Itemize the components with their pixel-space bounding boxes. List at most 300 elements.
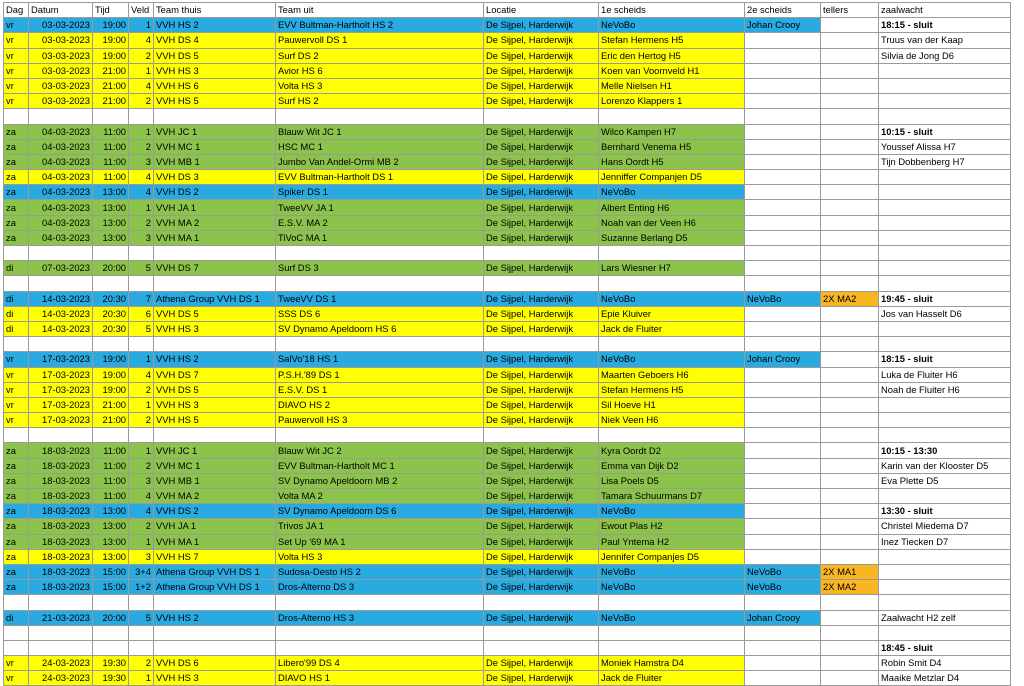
cell-datum[interactable]: 18-03-2023 — [29, 519, 93, 534]
cell-locatie[interactable]: De Sijpel, Harderwijk — [484, 78, 599, 93]
cell-veld[interactable]: 2 — [129, 94, 154, 109]
cell-datum[interactable]: 17-03-2023 — [29, 352, 93, 367]
cell-veld[interactable]: 1 — [129, 63, 154, 78]
cell-scheids-1[interactable] — [599, 595, 745, 610]
cell-dag[interactable]: za — [4, 519, 29, 534]
cell-tijd[interactable]: 20:00 — [93, 261, 129, 276]
cell-datum[interactable]: 14-03-2023 — [29, 321, 93, 336]
header-dag[interactable]: Dag — [4, 3, 29, 18]
cell-datum[interactable]: 04-03-2023 — [29, 124, 93, 139]
cell-dag[interactable]: vr — [4, 397, 29, 412]
cell-tijd[interactable]: 13:00 — [93, 215, 129, 230]
cell-datum[interactable] — [29, 428, 93, 443]
cell-tellers[interactable] — [821, 352, 879, 367]
cell-team-thuis[interactable]: VVH DS 5 — [154, 48, 276, 63]
cell-team-thuis[interactable]: VVH MC 1 — [154, 458, 276, 473]
cell-team-thuis[interactable] — [154, 109, 276, 124]
cell-team-thuis[interactable]: VVH MC 1 — [154, 139, 276, 154]
cell-veld[interactable]: 7 — [129, 291, 154, 306]
cell-locatie[interactable]: De Sijpel, Harderwijk — [484, 656, 599, 671]
header-tellers[interactable]: tellers — [821, 3, 879, 18]
cell-zaalwacht[interactable]: 19:45 - sluit — [879, 291, 1011, 306]
cell-team-thuis[interactable]: VVH JC 1 — [154, 443, 276, 458]
cell-team-thuis[interactable]: VVH HS 2 — [154, 18, 276, 33]
cell-dag[interactable]: za — [4, 489, 29, 504]
cell-tijd[interactable]: 19:30 — [93, 671, 129, 686]
cell-zaalwacht[interactable] — [879, 564, 1011, 579]
cell-veld[interactable]: 4 — [129, 78, 154, 93]
cell-team-thuis[interactable]: VVH HS 3 — [154, 397, 276, 412]
cell-tijd[interactable]: 19:00 — [93, 367, 129, 382]
cell-scheids-2[interactable] — [745, 413, 821, 428]
cell-scheids-1[interactable] — [599, 246, 745, 261]
cell-team-uit[interactable] — [276, 640, 484, 655]
cell-dag[interactable]: di — [4, 261, 29, 276]
cell-scheids-2[interactable] — [745, 230, 821, 245]
cell-tijd[interactable]: 13:00 — [93, 534, 129, 549]
cell-veld[interactable]: 1 — [129, 200, 154, 215]
cell-scheids-2[interactable] — [745, 489, 821, 504]
cell-scheids-2[interactable] — [745, 443, 821, 458]
cell-team-thuis[interactable]: VVH DS 5 — [154, 382, 276, 397]
cell-zaalwacht[interactable] — [879, 246, 1011, 261]
cell-zaalwacht[interactable] — [879, 428, 1011, 443]
cell-scheids-2[interactable] — [745, 625, 821, 640]
cell-scheids-1[interactable]: Maarten Geboers H6 — [599, 367, 745, 382]
cell-scheids-2[interactable] — [745, 306, 821, 321]
cell-tellers[interactable] — [821, 124, 879, 139]
cell-zaalwacht[interactable] — [879, 397, 1011, 412]
cell-team-uit[interactable]: Surf DS 3 — [276, 261, 484, 276]
cell-veld[interactable]: 2 — [129, 519, 154, 534]
cell-zaalwacht[interactable] — [879, 413, 1011, 428]
cell-dag[interactable] — [4, 640, 29, 655]
cell-scheids-1[interactable]: Suzanne Berlang D5 — [599, 230, 745, 245]
cell-team-thuis[interactable]: VVH DS 2 — [154, 504, 276, 519]
cell-tijd[interactable]: 11:00 — [93, 154, 129, 169]
cell-scheids-1[interactable]: Moniek Hamstra D4 — [599, 656, 745, 671]
cell-locatie[interactable]: De Sijpel, Harderwijk — [484, 185, 599, 200]
cell-scheids-1[interactable]: Sil Hoeve H1 — [599, 397, 745, 412]
cell-scheids-1[interactable]: Paul Yntema H2 — [599, 534, 745, 549]
cell-datum[interactable]: 03-03-2023 — [29, 18, 93, 33]
cell-locatie[interactable] — [484, 276, 599, 291]
cell-tijd[interactable] — [93, 337, 129, 352]
cell-locatie[interactable] — [484, 640, 599, 655]
cell-scheids-1[interactable]: NeVoBo — [599, 291, 745, 306]
cell-locatie[interactable]: De Sijpel, Harderwijk — [484, 200, 599, 215]
cell-scheids-2[interactable] — [745, 458, 821, 473]
cell-team-uit[interactable]: Surf DS 2 — [276, 48, 484, 63]
cell-tijd[interactable]: 21:00 — [93, 94, 129, 109]
cell-tellers[interactable] — [821, 109, 879, 124]
cell-team-uit[interactable]: Blauw Wit JC 1 — [276, 124, 484, 139]
cell-team-uit[interactable]: Volta HS 3 — [276, 549, 484, 564]
cell-datum[interactable] — [29, 640, 93, 655]
cell-veld[interactable]: 4 — [129, 33, 154, 48]
header-team-uit[interactable]: Team uit — [276, 3, 484, 18]
cell-veld[interactable]: 3 — [129, 154, 154, 169]
cell-dag[interactable]: za — [4, 458, 29, 473]
cell-team-uit[interactable]: Sudosa-Desto HS 2 — [276, 564, 484, 579]
cell-scheids-2[interactable] — [745, 519, 821, 534]
cell-veld[interactable] — [129, 109, 154, 124]
cell-scheids-2[interactable] — [745, 595, 821, 610]
cell-scheids-1[interactable]: Niek Veen H6 — [599, 413, 745, 428]
cell-veld[interactable]: 5 — [129, 610, 154, 625]
cell-zaalwacht[interactable]: Inez Tiecken D7 — [879, 534, 1011, 549]
cell-datum[interactable]: 17-03-2023 — [29, 367, 93, 382]
cell-dag[interactable]: di — [4, 291, 29, 306]
cell-team-uit[interactable]: TiVoC MA 1 — [276, 230, 484, 245]
cell-team-uit[interactable]: Blauw Wit JC 2 — [276, 443, 484, 458]
cell-dag[interactable]: di — [4, 306, 29, 321]
cell-datum[interactable]: 17-03-2023 — [29, 397, 93, 412]
cell-datum[interactable] — [29, 337, 93, 352]
cell-team-thuis[interactable] — [154, 625, 276, 640]
cell-zaalwacht[interactable]: Noah de Fluiter H6 — [879, 382, 1011, 397]
cell-locatie[interactable]: De Sijpel, Harderwijk — [484, 321, 599, 336]
cell-dag[interactable]: za — [4, 185, 29, 200]
cell-zaalwacht[interactable] — [879, 63, 1011, 78]
cell-tellers[interactable] — [821, 610, 879, 625]
cell-veld[interactable]: 2 — [129, 458, 154, 473]
cell-zaalwacht[interactable]: 18:15 - sluit — [879, 18, 1011, 33]
cell-locatie[interactable]: De Sijpel, Harderwijk — [484, 458, 599, 473]
cell-tijd[interactable]: 21:00 — [93, 78, 129, 93]
cell-datum[interactable]: 17-03-2023 — [29, 382, 93, 397]
cell-datum[interactable]: 14-03-2023 — [29, 306, 93, 321]
cell-scheids-2[interactable] — [745, 276, 821, 291]
cell-zaalwacht[interactable] — [879, 337, 1011, 352]
cell-datum[interactable]: 03-03-2023 — [29, 48, 93, 63]
cell-datum[interactable]: 24-03-2023 — [29, 656, 93, 671]
cell-locatie[interactable] — [484, 246, 599, 261]
cell-tijd[interactable]: 11:00 — [93, 443, 129, 458]
cell-dag[interactable]: vr — [4, 33, 29, 48]
cell-tijd[interactable]: 11:00 — [93, 139, 129, 154]
cell-veld[interactable] — [129, 276, 154, 291]
cell-locatie[interactable]: De Sijpel, Harderwijk — [484, 489, 599, 504]
cell-team-uit[interactable]: TweeVV JA 1 — [276, 200, 484, 215]
cell-scheids-1[interactable] — [599, 640, 745, 655]
cell-tijd[interactable]: 13:00 — [93, 504, 129, 519]
cell-scheids-2[interactable]: NeVoBo — [745, 564, 821, 579]
cell-scheids-1[interactable]: Noah van der Veen H6 — [599, 215, 745, 230]
cell-zaalwacht[interactable]: Eva Plette D5 — [879, 473, 1011, 488]
cell-team-thuis[interactable]: VVH HS 3 — [154, 321, 276, 336]
cell-team-thuis[interactable]: Athena Group VVH DS 1 — [154, 580, 276, 595]
cell-team-uit[interactable] — [276, 595, 484, 610]
cell-datum[interactable]: 18-03-2023 — [29, 473, 93, 488]
cell-locatie[interactable] — [484, 109, 599, 124]
cell-team-thuis[interactable] — [154, 428, 276, 443]
cell-datum[interactable]: 18-03-2023 — [29, 443, 93, 458]
cell-veld[interactable]: 4 — [129, 504, 154, 519]
cell-zaalwacht[interactable] — [879, 625, 1011, 640]
cell-tellers[interactable] — [821, 640, 879, 655]
cell-team-thuis[interactable]: VVH MA 1 — [154, 230, 276, 245]
cell-tijd[interactable]: 11:00 — [93, 124, 129, 139]
cell-team-thuis[interactable] — [154, 276, 276, 291]
cell-veld[interactable]: 1 — [129, 534, 154, 549]
cell-scheids-2[interactable] — [745, 671, 821, 686]
cell-zaalwacht[interactable]: 13:30 - sluit — [879, 504, 1011, 519]
cell-team-thuis[interactable] — [154, 595, 276, 610]
cell-team-uit[interactable]: Set Up '69 MA 1 — [276, 534, 484, 549]
cell-team-thuis[interactable]: VVH DS 7 — [154, 261, 276, 276]
cell-locatie[interactable]: De Sijpel, Harderwijk — [484, 306, 599, 321]
cell-dag[interactable] — [4, 625, 29, 640]
cell-scheids-2[interactable] — [745, 200, 821, 215]
header-locatie[interactable]: Locatie — [484, 3, 599, 18]
cell-zaalwacht[interactable]: Robin Smit D4 — [879, 656, 1011, 671]
cell-zaalwacht[interactable]: Karin van der Klooster D5 — [879, 458, 1011, 473]
cell-tijd[interactable] — [93, 428, 129, 443]
cell-team-uit[interactable]: DIAVO HS 2 — [276, 397, 484, 412]
cell-scheids-1[interactable]: NeVoBo — [599, 504, 745, 519]
cell-tijd[interactable]: 19:00 — [93, 48, 129, 63]
cell-veld[interactable]: 1 — [129, 124, 154, 139]
cell-scheids-1[interactable]: Eric den Hertog H5 — [599, 48, 745, 63]
cell-locatie[interactable]: De Sijpel, Harderwijk — [484, 170, 599, 185]
cell-locatie[interactable]: De Sijpel, Harderwijk — [484, 291, 599, 306]
cell-dag[interactable]: za — [4, 580, 29, 595]
cell-tellers[interactable] — [821, 397, 879, 412]
cell-team-thuis[interactable]: VVH JA 1 — [154, 519, 276, 534]
cell-dag[interactable] — [4, 109, 29, 124]
cell-tijd[interactable]: 13:00 — [93, 230, 129, 245]
cell-locatie[interactable]: De Sijpel, Harderwijk — [484, 549, 599, 564]
cell-team-uit[interactable] — [276, 625, 484, 640]
cell-veld[interactable]: 1 — [129, 18, 154, 33]
cell-scheids-1[interactable]: Lars Wiesner H7 — [599, 261, 745, 276]
cell-tellers[interactable] — [821, 261, 879, 276]
cell-datum[interactable]: 14-03-2023 — [29, 291, 93, 306]
cell-dag[interactable]: za — [4, 200, 29, 215]
cell-veld[interactable] — [129, 595, 154, 610]
cell-veld[interactable]: 2 — [129, 382, 154, 397]
cell-zaalwacht[interactable]: Zaalwacht H2 zelf — [879, 610, 1011, 625]
cell-zaalwacht[interactable]: Jos van Hasselt D6 — [879, 306, 1011, 321]
cell-tijd[interactable] — [93, 595, 129, 610]
cell-scheids-1[interactable]: Emma van Dijk D2 — [599, 458, 745, 473]
cell-tellers[interactable] — [821, 246, 879, 261]
cell-team-thuis[interactable]: VVH HS 2 — [154, 610, 276, 625]
cell-datum[interactable]: 18-03-2023 — [29, 458, 93, 473]
cell-veld[interactable]: 2 — [129, 656, 154, 671]
cell-locatie[interactable]: De Sijpel, Harderwijk — [484, 443, 599, 458]
cell-zaalwacht[interactable]: 18:45 - sluit — [879, 640, 1011, 655]
cell-scheids-2[interactable] — [745, 124, 821, 139]
cell-veld[interactable]: 4 — [129, 367, 154, 382]
cell-datum[interactable]: 18-03-2023 — [29, 504, 93, 519]
cell-tellers[interactable]: 2X MA1 — [821, 564, 879, 579]
cell-veld[interactable]: 4 — [129, 185, 154, 200]
cell-datum[interactable]: 21-03-2023 — [29, 610, 93, 625]
cell-tijd[interactable]: 21:00 — [93, 397, 129, 412]
cell-locatie[interactable]: De Sijpel, Harderwijk — [484, 94, 599, 109]
cell-datum[interactable]: 03-03-2023 — [29, 63, 93, 78]
cell-team-uit[interactable]: Dros-Alterno HS 3 — [276, 610, 484, 625]
cell-scheids-2[interactable]: Johan Crooy — [745, 352, 821, 367]
cell-zaalwacht[interactable] — [879, 261, 1011, 276]
cell-tellers[interactable] — [821, 306, 879, 321]
cell-datum[interactable]: 03-03-2023 — [29, 94, 93, 109]
cell-tijd[interactable] — [93, 276, 129, 291]
cell-veld[interactable]: 3 — [129, 549, 154, 564]
cell-scheids-2[interactable] — [745, 534, 821, 549]
cell-dag[interactable] — [4, 246, 29, 261]
cell-zaalwacht[interactable]: 10:15 - sluit — [879, 124, 1011, 139]
cell-team-thuis[interactable]: VVH DS 2 — [154, 185, 276, 200]
cell-datum[interactable]: 18-03-2023 — [29, 549, 93, 564]
cell-tijd[interactable] — [93, 625, 129, 640]
cell-dag[interactable]: vr — [4, 382, 29, 397]
cell-veld[interactable]: 2 — [129, 139, 154, 154]
cell-datum[interactable] — [29, 109, 93, 124]
cell-tellers[interactable] — [821, 625, 879, 640]
cell-zaalwacht[interactable]: Truus van der Kaap — [879, 33, 1011, 48]
cell-team-uit[interactable]: EVV Bultman-Hartholt HS 2 — [276, 18, 484, 33]
cell-team-thuis[interactable]: VVH DS 5 — [154, 306, 276, 321]
cell-veld[interactable]: 2 — [129, 48, 154, 63]
cell-tellers[interactable] — [821, 276, 879, 291]
cell-scheids-1[interactable]: Koen van Voornveld H1 — [599, 63, 745, 78]
cell-scheids-1[interactable]: Hans Oordt H5 — [599, 154, 745, 169]
cell-tellers[interactable] — [821, 94, 879, 109]
cell-scheids-2[interactable]: Johan Crooy — [745, 18, 821, 33]
cell-tellers[interactable] — [821, 458, 879, 473]
cell-tellers[interactable] — [821, 215, 879, 230]
cell-team-uit[interactable]: TweeVV DS 1 — [276, 291, 484, 306]
cell-tijd[interactable]: 19:00 — [93, 33, 129, 48]
cell-zaalwacht[interactable]: 10:15 - 13:30 — [879, 443, 1011, 458]
cell-tijd[interactable]: 13:00 — [93, 200, 129, 215]
cell-locatie[interactable]: De Sijpel, Harderwijk — [484, 413, 599, 428]
cell-zaalwacht[interactable] — [879, 230, 1011, 245]
cell-scheids-1[interactable]: Ewout Plas H2 — [599, 519, 745, 534]
cell-scheids-2[interactable] — [745, 382, 821, 397]
cell-dag[interactable]: vr — [4, 671, 29, 686]
cell-tellers[interactable] — [821, 671, 879, 686]
cell-dag[interactable]: vr — [4, 48, 29, 63]
cell-dag[interactable]: vr — [4, 78, 29, 93]
cell-veld[interactable]: 1+2 — [129, 580, 154, 595]
cell-team-thuis[interactable]: VVH MA 2 — [154, 215, 276, 230]
cell-datum[interactable]: 18-03-2023 — [29, 564, 93, 579]
cell-scheids-1[interactable]: Kyra Oordt D2 — [599, 443, 745, 458]
cell-team-uit[interactable] — [276, 109, 484, 124]
cell-dag[interactable]: vr — [4, 18, 29, 33]
cell-tellers[interactable] — [821, 534, 879, 549]
cell-team-uit[interactable]: SSS DS 6 — [276, 306, 484, 321]
cell-datum[interactable]: 18-03-2023 — [29, 489, 93, 504]
cell-team-uit[interactable]: Volta HS 3 — [276, 78, 484, 93]
cell-datum[interactable]: 18-03-2023 — [29, 580, 93, 595]
cell-zaalwacht[interactable] — [879, 215, 1011, 230]
cell-team-thuis[interactable]: VVH MA 2 — [154, 489, 276, 504]
cell-team-uit[interactable]: Dros-Alterno DS 3 — [276, 580, 484, 595]
cell-team-uit[interactable]: Avior HS 6 — [276, 63, 484, 78]
cell-scheids-1[interactable]: NeVoBo — [599, 185, 745, 200]
header-scheids-2[interactable]: 2e scheids — [745, 3, 821, 18]
cell-tellers[interactable] — [821, 185, 879, 200]
cell-datum[interactable]: 04-03-2023 — [29, 154, 93, 169]
cell-team-thuis[interactable]: VVH JC 1 — [154, 124, 276, 139]
cell-team-thuis[interactable]: VVH HS 6 — [154, 78, 276, 93]
cell-veld[interactable]: 3 — [129, 230, 154, 245]
cell-tellers[interactable] — [821, 78, 879, 93]
cell-team-thuis[interactable]: VVH JA 1 — [154, 200, 276, 215]
cell-tellers[interactable] — [821, 473, 879, 488]
cell-tijd[interactable]: 21:00 — [93, 63, 129, 78]
cell-dag[interactable]: za — [4, 124, 29, 139]
cell-zaalwacht[interactable] — [879, 549, 1011, 564]
cell-zaalwacht[interactable] — [879, 109, 1011, 124]
cell-datum[interactable]: 03-03-2023 — [29, 33, 93, 48]
cell-zaalwacht[interactable] — [879, 78, 1011, 93]
cell-tijd[interactable]: 15:00 — [93, 564, 129, 579]
cell-scheids-2[interactable] — [745, 109, 821, 124]
cell-scheids-2[interactable]: NeVoBo — [745, 580, 821, 595]
cell-veld[interactable]: 4 — [129, 489, 154, 504]
cell-datum[interactable]: 04-03-2023 — [29, 185, 93, 200]
cell-zaalwacht[interactable] — [879, 489, 1011, 504]
cell-scheids-2[interactable] — [745, 185, 821, 200]
cell-locatie[interactable]: De Sijpel, Harderwijk — [484, 564, 599, 579]
cell-datum[interactable]: 24-03-2023 — [29, 671, 93, 686]
header-scheids-1[interactable]: 1e scheids — [599, 3, 745, 18]
cell-team-uit[interactable]: SV Dynamo Apeldoorn HS 6 — [276, 321, 484, 336]
cell-tijd[interactable]: 20:30 — [93, 321, 129, 336]
cell-locatie[interactable]: De Sijpel, Harderwijk — [484, 473, 599, 488]
cell-tijd[interactable] — [93, 246, 129, 261]
cell-dag[interactable] — [4, 276, 29, 291]
cell-locatie[interactable]: De Sijpel, Harderwijk — [484, 230, 599, 245]
cell-dag[interactable]: vr — [4, 367, 29, 382]
cell-team-thuis[interactable]: VVH DS 3 — [154, 170, 276, 185]
cell-scheids-1[interactable]: Stefan Hermens H5 — [599, 382, 745, 397]
cell-scheids-2[interactable] — [745, 549, 821, 564]
cell-team-thuis[interactable]: VVH HS 5 — [154, 413, 276, 428]
cell-dag[interactable]: vr — [4, 63, 29, 78]
cell-team-uit[interactable]: EVV Bultman-Hartholt DS 1 — [276, 170, 484, 185]
cell-dag[interactable] — [4, 595, 29, 610]
cell-scheids-2[interactable]: Johan Crooy — [745, 610, 821, 625]
cell-team-thuis[interactable]: VVH HS 3 — [154, 671, 276, 686]
cell-team-uit[interactable]: Surf HS 2 — [276, 94, 484, 109]
cell-scheids-2[interactable] — [745, 261, 821, 276]
cell-locatie[interactable]: De Sijpel, Harderwijk — [484, 519, 599, 534]
cell-scheids-1[interactable] — [599, 428, 745, 443]
cell-scheids-2[interactable] — [745, 33, 821, 48]
cell-zaalwacht[interactable] — [879, 94, 1011, 109]
cell-team-uit[interactable]: E.S.V. DS 1 — [276, 382, 484, 397]
cell-scheids-2[interactable] — [745, 428, 821, 443]
cell-zaalwacht[interactable]: Youssef Alissa H7 — [879, 139, 1011, 154]
cell-team-thuis[interactable]: VVH HS 5 — [154, 94, 276, 109]
cell-team-uit[interactable]: SV Dynamo Apeldoorn MB 2 — [276, 473, 484, 488]
cell-scheids-1[interactable]: NeVoBo — [599, 610, 745, 625]
cell-scheids-1[interactable]: NeVoBo — [599, 564, 745, 579]
cell-zaalwacht[interactable] — [879, 321, 1011, 336]
cell-veld[interactable] — [129, 625, 154, 640]
cell-zaalwacht[interactable] — [879, 200, 1011, 215]
cell-locatie[interactable]: De Sijpel, Harderwijk — [484, 610, 599, 625]
cell-tellers[interactable] — [821, 154, 879, 169]
cell-team-thuis[interactable]: VVH HS 3 — [154, 63, 276, 78]
